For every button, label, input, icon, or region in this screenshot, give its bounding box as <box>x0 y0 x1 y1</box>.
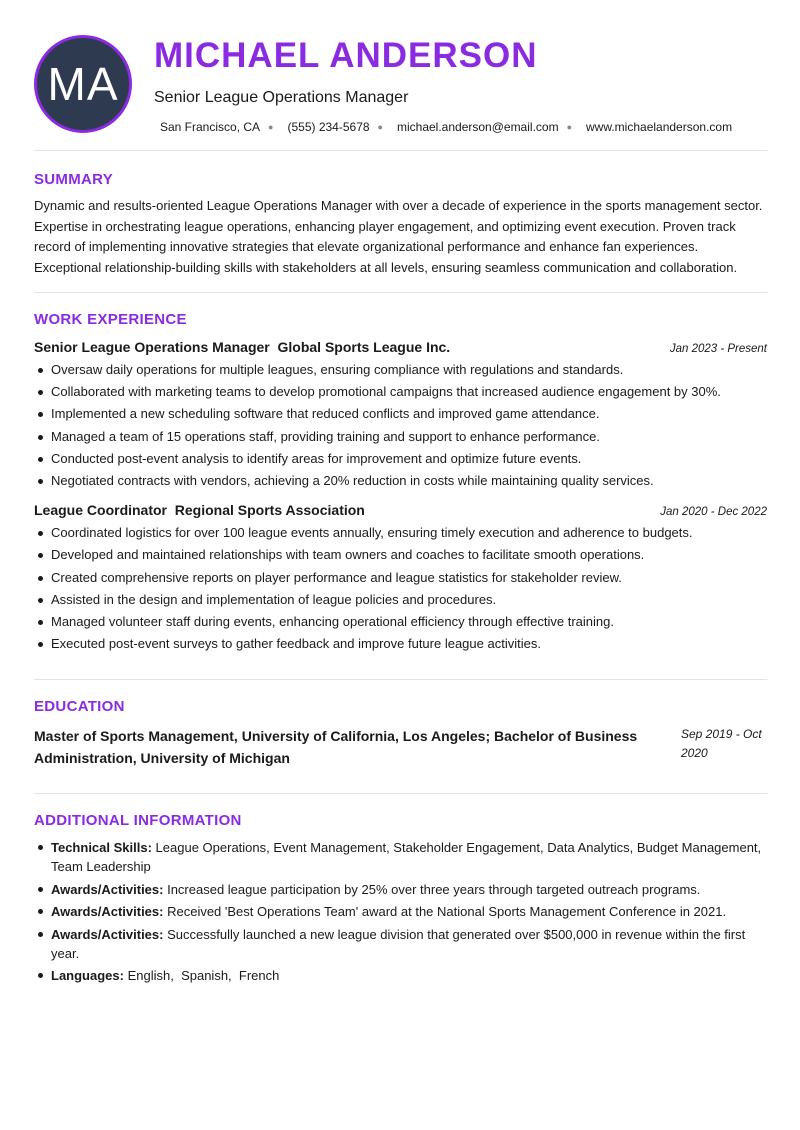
section-heading-education: EDUCATION <box>34 698 125 716</box>
list-item <box>34 902 767 921</box>
section-heading-summary: SUMMARY <box>34 171 114 188</box>
list-item: Collaborated with marketing teams to develop promotional campaigns that increased audience engagement by 30%. <box>34 381 767 403</box>
job-date: Jan 2020 - Dec 2022 <box>660 506 767 519</box>
job-bullets <box>34 522 767 655</box>
list-item: Created comprehensive reports on player performance and league statistics for stakeholder review. <box>34 567 767 589</box>
list-item: Developed and maintained relationships with team owners and coaches to facilitate smooth operations. <box>34 544 767 566</box>
separator-dot-icon: ● <box>268 122 274 132</box>
list-item <box>34 880 767 899</box>
candidate-title: Senior League Operations Manager <box>154 89 409 106</box>
education-date: Sep 2019 - Oct 2020 <box>681 727 762 761</box>
item-label: Languages: <box>51 968 124 984</box>
contact-phone: (555) 234-5678 <box>287 120 370 134</box>
item-label: Awards/Activities: <box>51 926 164 942</box>
list-item: Managed volunteer staff during events, enhancing operational efficiency through effective training. <box>34 611 767 633</box>
list-item: Oversaw daily operations for multiple leagues, ensuring compliance with regulations and standards. <box>34 359 767 381</box>
summary-section <box>34 151 767 278</box>
summary-text: Dynamic and results-oriented League Operations Manager with over a decade of experience in the sports management sector. Expertise in orchestrating league operations, enhancing player engagement, and optimizing event execution. Proven track record of implementing innovative strategies that elevate organizational performance and enhance fan experiences. Exceptional relationship-building skills with stakeholders at all levels, ensuring seamless communication and collaboration. <box>34 198 763 275</box>
job-header <box>34 502 767 518</box>
section-heading-additional: ADDITIONAL INFORMATION <box>34 812 242 830</box>
section-heading-experience: WORK EXPERIENCE <box>34 311 187 328</box>
list-item: Managed a team of 15 operations staff, providing training and support to enhance performance. <box>34 426 767 448</box>
job-entry <box>34 502 767 655</box>
job-date: Jan 2023 - Present <box>669 343 767 355</box>
contact-location: San Francisco, CA <box>160 120 261 134</box>
job-title: League Coordinator Regional Sports Association <box>34 502 365 519</box>
list-item: Coordinated logistics for over 100 league events annually, ensuring timely execution and adherence to budgets. <box>34 522 767 544</box>
contact-email[interactable]: michael.anderson@email.com <box>396 120 559 134</box>
resume-header <box>34 0 767 150</box>
contact-line <box>160 120 732 134</box>
job-header <box>34 339 767 355</box>
avatar: MA <box>34 35 132 133</box>
list-item: Executed post-event surveys to gather feedback and improve future league activities. <box>34 633 767 655</box>
item-label: Awards/Activities: <box>51 904 164 920</box>
item-text: English, Spanish, French <box>127 968 280 984</box>
item-text: Increased league participation by 25% over three years through targeted outreach programs. <box>167 881 701 897</box>
additional-list <box>34 838 767 985</box>
list-item <box>34 925 767 963</box>
job-entry <box>34 339 767 492</box>
experience-section <box>34 293 767 655</box>
job-bullets <box>34 359 767 492</box>
item-label: Awards/Activities: <box>51 881 164 897</box>
education-section <box>34 680 767 769</box>
item-label: Technical Skills: <box>51 840 152 856</box>
education-entry <box>34 725 767 769</box>
candidate-name: MICHAEL ANDERSON <box>154 36 538 75</box>
item-text: Successfully launched a new league division that generated over $500,000 in revenue within the first year. <box>51 926 746 961</box>
education-degree: Master of Sports Management, University of California, Los Angeles; Bachelor of Business Administration, University of Michigan <box>34 728 638 767</box>
additional-section <box>34 794 767 985</box>
list-item: Assisted in the design and implementation of league policies and procedures. <box>34 589 767 611</box>
list-item: Implemented a new scheduling software that reduced conflicts and improved game attendance. <box>34 403 767 425</box>
job-title: Senior League Operations Manager Global Sports League Inc. <box>34 339 451 355</box>
separator-dot-icon: ● <box>377 122 383 132</box>
list-item <box>34 966 767 985</box>
resume-page <box>34 0 767 989</box>
list-item: Negotiated contracts with vendors, achieving a 20% reduction in costs while maintaining quality services. <box>34 470 767 492</box>
item-text: League Operations, Event Management, Stakeholder Engagement, Data Analytics, Budget Management, Team Leadership <box>51 840 762 875</box>
item-text: Received 'Best Operations Team' award at the National Sports Management Conference in 2021. <box>167 904 727 920</box>
list-item: Conducted post-event analysis to identify areas for improvement and optimize future events. <box>34 448 767 470</box>
separator-dot-icon: ● <box>566 122 573 132</box>
list-item <box>34 838 767 876</box>
contact-website[interactable]: www.michaelanderson.com <box>586 120 733 134</box>
